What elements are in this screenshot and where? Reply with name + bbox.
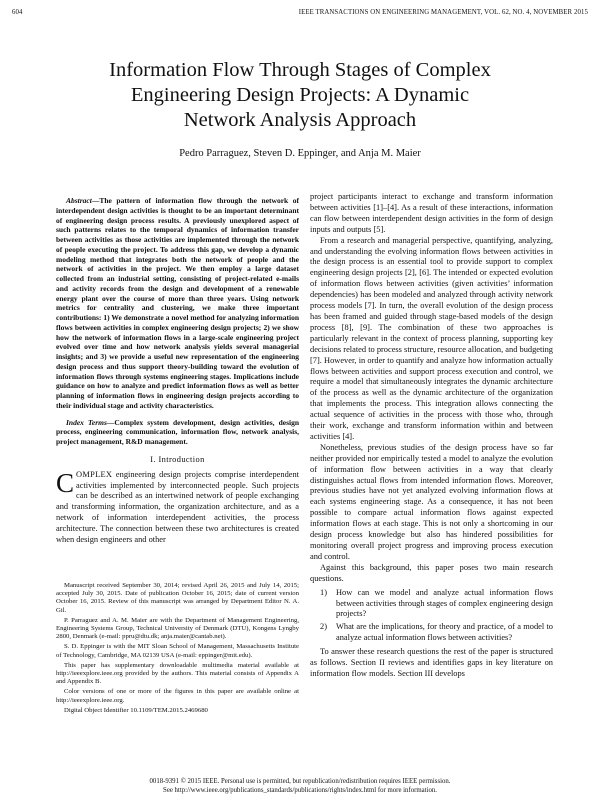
research-question	[310, 588, 553, 621]
research-questions	[310, 588, 553, 645]
title-line: Network Analysis Approach	[183, 109, 417, 131]
abstract-lead: Abstract	[66, 196, 92, 205]
copyright-line: 0018-9391 © 2015 IEEE. Personal use is permitted, but republication/redistribution requires IEEE permission.	[149, 778, 451, 785]
rights-url-line: See http://www.ieee.org/publications_standards/publications/rights/index.html for more information.	[163, 786, 437, 794]
index-terms-lead: Index Terms	[66, 417, 107, 427]
abstract-text: —The pattern of information flow through the network of interdependent design activities is thought to be an important determinant of engineering design process results. A previously unexplored aspect of such patterns relates to the temporal dynamics of information transfer between activities as those activities are implemented through the network of people executing the project. To address this gap, we develop a dynamic modeling method that integrates both the network of people and the network of activities in the project. We then employ a large dataset collected from an industrial setting, consisting of project-related e-mails and activity records from the design and development of a renewable energy plant over the course of more than three years. Using network metrics for centrality and clustering, we make three important contributions: 1) We demonstrate a novel method for analyzing information flows between activities in complex engineering design projects; 2) we show how the network of information flows in a large-scale engineering project evolved over time and how network analysis yields several managerial insights; and 3) we provide a useful new representation of the engineering design process and thus support theory-building toward the evolution of information flows through systems engineering stages. Implications include guidance on how to analyze and predict information flows as well as better planning of information flows in engineering design projects according to their individual stage and activity characteristics.	[56, 196, 299, 410]
index-terms-text: —Complex system development, design activities, design process, engineering communication, information flow, network analysis, project management, R&D management.	[56, 417, 299, 446]
author-list: Pedro Parraguez, Steven D. Eppinger, and Anja M. Maier	[179, 148, 421, 159]
first-word: OMPLEX	[76, 469, 113, 479]
body-paragraph: From a research and managerial perspective, quantifying, analyzing, and understanding the evolving information flows between activities in the design process is an essential tool to provide support to complex engineering design projects [2], [6]. The intended or expected evolution of information flows between activities (given activities’ information dependencies) has been modeled and analyzed through activity network process models [7]. In turn, the overall evolution of the design process has been framed and guided through stage-based models of the design process [8], [9]. The combination of these two approaches is particularly relevant in the context of process planning, supporting key decisions related to process structure, resource allocation, and budgeting [7]. However, in order to quantify and analyze how information actually flows between activities and support process execution and control, we require a model that simultaneously integrates the dynamic architecture of the process as well as the dynamic architecture of the organization that implements the process. This integration allows connecting the actual sequence of activities in the process with those who, through their work, exchange and transform information within and between activities [4].	[310, 235, 553, 441]
question-text: How can we model and analyze actual information flows between activities through stages of complex engineering design projects?	[336, 587, 553, 619]
body-paragraph: Against this background, this paper poses two main research questions.	[310, 562, 553, 583]
index-terms	[56, 418, 299, 447]
footnote-supplementary: This paper has supplementary downloadable multimedia material available at http://ieeexplore.ieee.org provided by the authors. This material consists of Appendix A and Appendix B.	[56, 661, 299, 686]
question-text: What are the implications, for theory and practice, of a model to analyze actual information flows between activities?	[336, 622, 553, 643]
introduction-text: engineering design projects comprise interdependent activities implemented by interconnected people. Such projects can be described as an intertwined network of people exchanging and transforming information, the organization architecture, and as a network of information interdependent activities, the process architecture. The connection between these two architectures is created when design engineers and other	[56, 469, 299, 545]
title-line: Information Flow Through Stages of Complex	[109, 59, 491, 81]
footnote-affiliation-mit: S. D. Eppinger is with the MIT Sloan School of Management, Massachusetts Institute of Technology, Cambridge, MA 02139 USA (e-mail: eppinger@mit.edu).	[56, 643, 299, 659]
introduction-paragraph	[56, 467, 299, 546]
body-paragraph: To answer these research questions the rest of the paper is structured as follows. Section II reviews and identifies gaps in key literature on information flow models. Section III develops	[310, 647, 553, 678]
question-number: 1)	[320, 587, 327, 597]
body-paragraph: project participants interact to exchange and transform information between activities [1]–[4]. As a result of these interactions, information can flow between interdependent design activities in the form of design inputs and outputs [5].	[310, 192, 553, 234]
footnote-doi: Digital Object Identifier 10.1109/TEM.2015.2469680	[64, 706, 208, 714]
footnote-manuscript: Manuscript received September 30, 2014; revised April 26, 2015 and July 14, 2015; accepted July 30, 2015. Date of publication October 16, 2015; date of current version October 16, 2015. Review of this manuscript was arranged by Department Editor N. A. Gil.	[56, 582, 299, 614]
title-line: Engineering Design Projects: A Dynamic	[130, 84, 470, 106]
running-header	[12, 9, 588, 16]
section-heading-introduction: I. Introduction	[150, 454, 205, 464]
research-question	[310, 622, 553, 644]
body-paragraph: Nonetheless, previous studies of the design process have so far neither provided nor empirically tested a model to analyze the evolution of information flow between activities in a way that clearly distinguishes actual flows from intended information flows. Moreover, previous studies have not yet analyzed evolving information flows at each systems engineering stage. As a consequence, it has not been possible to compare actual information flows against expected information flows at each stage. This is not only a shortcoming in our design process knowledge but also has hindered possibilities for monitoring overall project progress and improving process execution and control.	[310, 442, 553, 561]
copyright-notice	[0, 778, 600, 795]
right-column	[310, 192, 553, 680]
footnote-affiliation-dtu: P. Parraguez and A. M. Maier are with the Department of Management Engineering, Engineering Systems Group, Technical University of Denmark (DTU), Kongens Lyngby 2800, Denmark (e-mail: ppru@dtu.dk; anja.maier@cantab.net).	[56, 616, 299, 641]
abstract	[56, 196, 299, 411]
paper-title	[40, 58, 560, 133]
footnotes	[56, 582, 299, 717]
footnote-color-figures: Color versions of one or more of the figures in this paper are available online at http://ieeexplore.ieee.org.	[56, 688, 299, 704]
left-column	[56, 196, 299, 546]
journal-name: IEEE TRANSACTIONS ON ENGINEERING MANAGEMENT, VOL. 62, NO. 4, NOVEMBER 2015	[298, 9, 588, 16]
drop-cap: C	[56, 467, 75, 498]
page-number: 604	[12, 9, 23, 16]
question-number: 2)	[320, 622, 327, 632]
